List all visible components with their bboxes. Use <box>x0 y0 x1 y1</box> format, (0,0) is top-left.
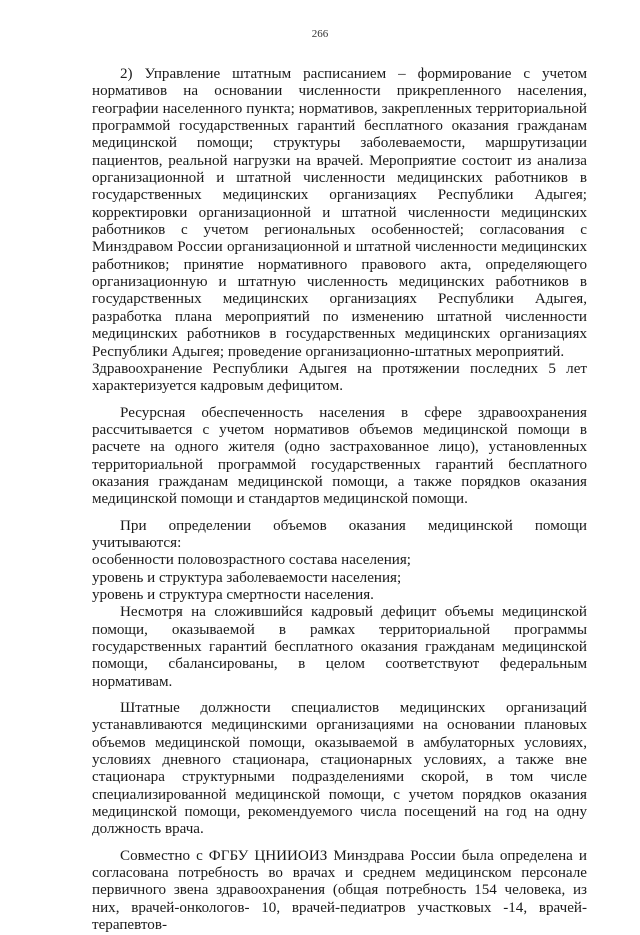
paragraph-balanced-volumes: Несмотря на сложившийся кадровый дефицит объемы медицинской помощи, оказываемой в рамках территориальной программы государственных гарантий бесплатного оказания гражданам медицинской помощи, сбалансированы, в целом соответствуют федеральным нормативам. <box>92 604 587 690</box>
paragraph-resource-provision: Ресурсная обеспеченность населения в сфере здравоохранения рассчитывается с учетом нормативов объемов медицинской помощи в расчете на одного жителя (одно застрахованное лицо), установленных территориальной программой государственных гарантий бесплатного оказания гражданам медицинской помощи, а также порядков оказания медицинской помощи и стандартов медицинской помощи. <box>92 404 587 508</box>
list-item-mortality: уровень и структура смертности населения. <box>92 586 374 603</box>
paragraph-volume-criteria: При определении объемов оказания медицинской помощи учитываются: <box>92 517 587 551</box>
paragraph-joint-assessment: Совместно с ФГБУ ЦНИИОИЗ Минздрава России была определена и согласована потребность во врачах и среднем медицинском персонале первичного звена здравоохранения (общая потребность 154 человека, из них, врачей-онкологов- 10, врачей-педиатров участковых -14, врачей-терапевтов- <box>92 847 587 934</box>
paragraph-staff-positions: Штатные должности специалистов медицинских организаций устанавливаются медицинскими организациями на основании плановых объемов медицинской помощи, оказываемой в амбулаторных условиях, условиях дневного стационара, стационарных условиях, а также вне стационара структурными подразделениями скорой, в том числе специализированной медицинской помощи, с учетом порядков оказания медицинской помощи, рекомендуемого числа посещений на год на одну должность врача. <box>92 700 587 838</box>
paragraph-staff-deficit: Здравоохранение Республики Адыгея на протяжении последних 5 лет характеризуется кадровым дефицитом. <box>92 360 587 395</box>
list-item-age-sex-structure: особенности половозрастного состава населения; <box>92 552 411 569</box>
document-body <box>92 66 587 935</box>
list-item-morbidity: уровень и структура заболеваемости населения; <box>92 569 402 586</box>
page-number: 266 <box>311 28 329 40</box>
paragraph-staffing-management: 2) Управление штатным расписанием – формирование с учетом нормативов на основании численности прикрепленного населения, географии населенного пункта; нормативов, закрепленных территориальной программой государственных гарантий бесплатного оказания гражданам медицинской помощи; структуры заболеваемости, маршрутизации пациентов, реальной нагрузки на врачей. Мероприятие состоит из анализа организационной и штатной численности медицинских работников в государственных медицинских организациях Республики Адыгея; корректировки организационной и штатной численности медицинских работников с учетом региональных особенностей; согласования с Минздравом России организационной и штатной численности медицинских работников; принятие нормативного правового акта, определяющего организационную и штатную численность медицинских работников в государственных медицинских организациях Республики Адыгея, разработка плана мероприятий по изменению штатной численности медицинских работников в государственных медицинских организациях Республики Адыгея; проведение организационно-штатных мероприятий. <box>92 66 587 360</box>
